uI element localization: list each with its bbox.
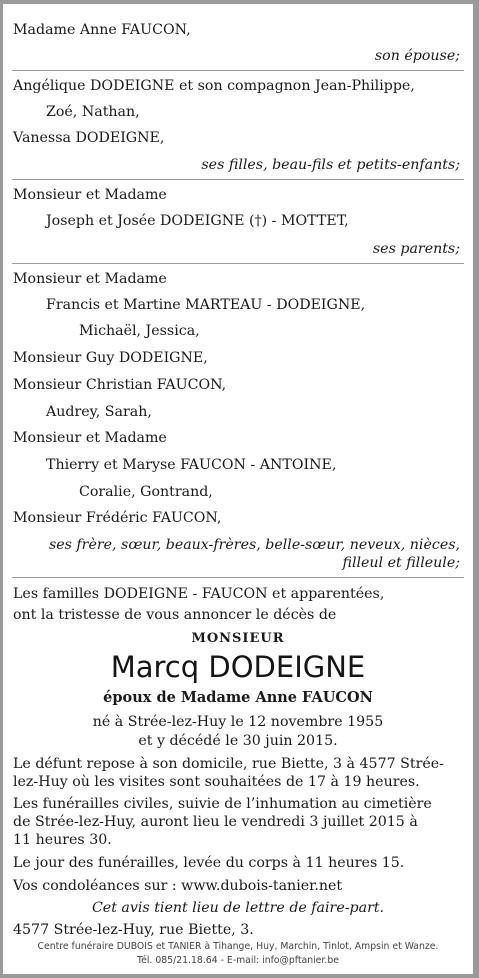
family-line: Angélique DODEIGNE et son compagnon Jean-Philippe, xyxy=(13,78,415,94)
notice-line: Cet avis tient lieu de lettre de faire-part. xyxy=(91,900,385,916)
family-line: Monsieur Christian FAUCON, xyxy=(13,377,227,393)
family-line: Thierry et Maryse FAUCON - ANTOINE, xyxy=(46,457,337,473)
divider xyxy=(12,577,464,578)
family-line: Monsieur Guy DODEIGNE, xyxy=(13,350,208,366)
announcement-line: ont la tristesse de vous annoncer le décès de xyxy=(13,607,337,623)
funeral-home-contact: Tél. 085/21.18.64 - E-mail: info@pftanier.be xyxy=(137,955,339,966)
divider xyxy=(12,263,464,264)
address-line: 4577 Strée-lez-Huy, rue Biette, 3. xyxy=(13,922,254,938)
family-line: Vanessa DODEIGNE, xyxy=(13,130,165,146)
family-line: Madame Anne FAUCON, xyxy=(13,22,191,38)
funeral-home-line: Centre funéraire DUBOIS et TANIER à Tihange, Huy, Marchin, Tinlot, Ampsin et Wanze. xyxy=(37,941,439,952)
family-line: Monsieur Frédéric FAUCON, xyxy=(13,510,222,526)
condolences-line: Vos condoléances sur : www.dubois-tanier.net xyxy=(13,878,343,894)
details-line: Le jour des funérailles, levée du corps à 11 heures 15. xyxy=(13,855,405,871)
family-line: Monsieur et Madame xyxy=(13,187,167,203)
relation-label: ses frère, sœur, beaux-frères, belle-sœur, neveux, nièces, xyxy=(48,537,460,553)
relation-label: son épouse; xyxy=(374,48,460,64)
relation-label: filleul et filleule; xyxy=(342,555,460,571)
details-line: Les funérailles civiles, suivie de l’inhumation au cimetière xyxy=(13,796,432,812)
relation-label: ses parents; xyxy=(372,241,460,257)
relation-label: ses filles, beau-fils et petits-enfants; xyxy=(201,157,460,173)
family-line: Coralie, Gontrand, xyxy=(79,484,213,500)
family-line: Michaël, Jessica, xyxy=(79,323,200,339)
family-line: Monsieur et Madame xyxy=(13,271,167,287)
deceased-title: MONSIEUR xyxy=(191,631,285,646)
announcement-line: Les familles DODEIGNE - FAUCON et apparentées, xyxy=(13,586,385,602)
spouse-line: époux de Madame Anne FAUCON xyxy=(103,689,373,706)
family-line: Joseph et Josée DODEIGNE (†) - MOTTET, xyxy=(46,213,349,229)
divider xyxy=(12,70,464,71)
family-line: Francis et Martine MARTEAU - DODEIGNE, xyxy=(46,297,366,313)
family-line: Zoé, Nathan, xyxy=(46,104,140,120)
details-line: lez-Huy où les visites sont souhaitées de 17 à 19 heures. xyxy=(13,774,420,790)
details-line: 11 heures 30. xyxy=(13,832,112,848)
details-line: de Strée-lez-Huy, auront lieu le vendredi 3 juillet 2015 à xyxy=(13,814,418,830)
obituary-notice xyxy=(3,4,473,974)
birth-line: né à Strée-lez-Huy le 12 novembre 1955 xyxy=(92,714,384,730)
family-line: Audrey, Sarah, xyxy=(46,404,152,420)
family-line: Monsieur et Madame xyxy=(13,430,167,446)
deceased-name: Marcq DODEIGNE xyxy=(110,650,366,684)
details-line: Le défunt repose à son domicile, rue Biette, 3 à 4577 Strée- xyxy=(13,756,444,772)
divider xyxy=(12,179,464,180)
death-line: et y décédé le 30 juin 2015. xyxy=(138,733,338,749)
